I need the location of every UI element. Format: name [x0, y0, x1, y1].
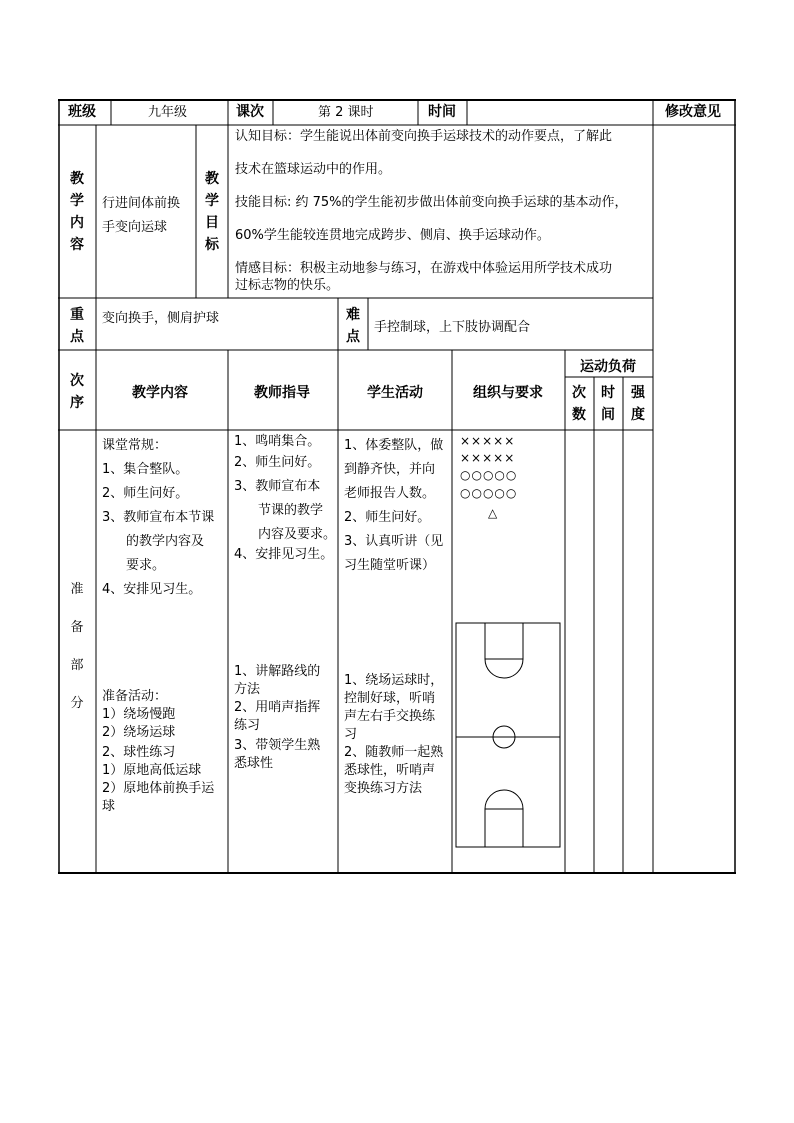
load-header: 运动负荷	[580, 359, 636, 375]
teacher-line-3: 3、教师宣布本	[234, 479, 321, 494]
routine-line-6: 要求。	[126, 558, 166, 573]
prep-line-1: 准备活动：	[102, 689, 168, 704]
goal-line-1: 认知目标：学生能说出体前变向换手运球技术的动作要点，了解此	[235, 129, 613, 144]
teacher-header: 教师指导	[254, 385, 310, 401]
count-header: 次数	[572, 385, 586, 423]
prep-line-4: 2、球性练习	[102, 745, 176, 760]
student-line-5: 3、认真听讲（见	[344, 534, 444, 549]
goal-line-4: 60%学生能较连贯地完成跨步、侧肩、换手运球动作。	[235, 228, 550, 243]
teacher-prep-line-3: 2、用哨声指挥	[234, 700, 321, 715]
teacher-line-1: 1、鸣哨集合。	[234, 434, 321, 449]
basketball-court-diagram	[456, 623, 560, 847]
lesson-label: 课次	[236, 104, 264, 120]
class-value: 九年级	[148, 105, 188, 120]
routine-line-2: 1、集合整队。	[102, 462, 189, 477]
student-line-1: 1、体委整队，做	[344, 438, 444, 453]
content-value-line1: 行进间体前换	[102, 196, 181, 211]
goal-line-2: 技术在篮球运动中的作用。	[235, 162, 392, 177]
formation-row-3: ○○○○○	[460, 468, 518, 482]
teacher-prep-line-4: 练习	[234, 718, 261, 733]
student-prep-line-5: 2、随教师一起熟	[344, 745, 444, 760]
content-value-line2: 手变向运球	[102, 220, 168, 235]
goal-line-3: 技能目标: 约 75%的学生能初步做出体前变向换手运球的基本动作，	[235, 195, 628, 210]
formation-row-2: ×××××	[460, 451, 516, 465]
prep-line-6: 2）原地体前换手运	[102, 781, 215, 796]
student-prep-line-1: 1、绕场运球时，	[344, 673, 444, 688]
prep-line-7: 球	[102, 799, 116, 814]
student-line-4: 2、师生问好。	[344, 510, 431, 525]
teacher-position-marker: △	[488, 506, 499, 520]
difficulty-value: 手控制球，上下肢协调配合	[374, 320, 531, 335]
time-header: 时间	[601, 385, 615, 423]
student-line-3: 老师报告人数。	[344, 486, 436, 501]
teacher-line-4: 节课的教学	[258, 503, 324, 518]
teacher-line-2: 2、师生问好。	[234, 455, 321, 470]
student-line-6: 习生随堂听课）	[344, 558, 436, 573]
order-header: 次序	[70, 373, 84, 411]
content-header: 教学内容	[132, 385, 188, 401]
time-label: 时间	[428, 104, 456, 120]
student-prep-line-2: 控制好球，听哨	[344, 691, 436, 706]
student-prep-line-7: 变换练习方法	[344, 781, 423, 796]
routine-line-7: 4、安排见习生。	[102, 582, 202, 597]
formation-row-1: ×××××	[460, 434, 516, 448]
key-point-value: 变向换手，侧肩护球	[102, 311, 220, 326]
student-prep-line-6: 悉球性，听哨声	[344, 763, 436, 778]
class-label: 班级	[68, 104, 96, 120]
student-header: 学生活动	[367, 385, 423, 401]
teacher-line-5: 内容及要求。	[258, 527, 337, 542]
student-line-2: 到静齐快，并向	[344, 462, 436, 477]
teacher-line-6: 4、安排见习生。	[234, 547, 334, 562]
teaching-goal-label: 教学目标	[205, 171, 219, 253]
routine-line-3: 2、师生问好。	[102, 486, 189, 501]
routine-line-4: 3、教师宣布本节课	[102, 510, 215, 525]
organization-header: 组织与要求	[473, 385, 543, 401]
routine-line-5: 的教学内容及	[126, 534, 205, 549]
lesson-value: 第 2 课时	[318, 105, 374, 120]
teacher-prep-line-5: 3、带领学生熟	[234, 738, 321, 753]
goal-line-5: 情感目标：积极主动地参与练习，在游戏中体验运用所学技术成功	[235, 261, 613, 276]
key-point-label: 重点	[70, 307, 84, 345]
teaching-content-label: 教学内容	[70, 171, 84, 253]
section-name: 准备部分	[70, 582, 84, 711]
prep-line-3: 2）绕场运球	[102, 725, 176, 740]
teacher-prep-line-6: 悉球性	[234, 756, 274, 771]
difficulty-label: 难点	[346, 307, 360, 345]
prep-line-5: 1）原地高低运球	[102, 763, 202, 778]
teacher-prep-line-1: 1、讲解路线的	[234, 664, 321, 679]
routine-line-1: 课堂常规：	[102, 438, 168, 453]
revision-label: 修改意见	[665, 104, 721, 120]
teacher-prep-line-2: 方法	[234, 682, 261, 697]
formation-row-4: ○○○○○	[460, 486, 518, 500]
intensity-header: 强度	[631, 385, 645, 423]
prep-line-2: 1）绕场慢跑	[102, 707, 176, 722]
student-prep-line-4: 习	[344, 727, 358, 742]
goal-line-6: 过标志物的快乐。	[235, 278, 340, 293]
student-prep-line-3: 声左右手交换练	[344, 709, 436, 724]
